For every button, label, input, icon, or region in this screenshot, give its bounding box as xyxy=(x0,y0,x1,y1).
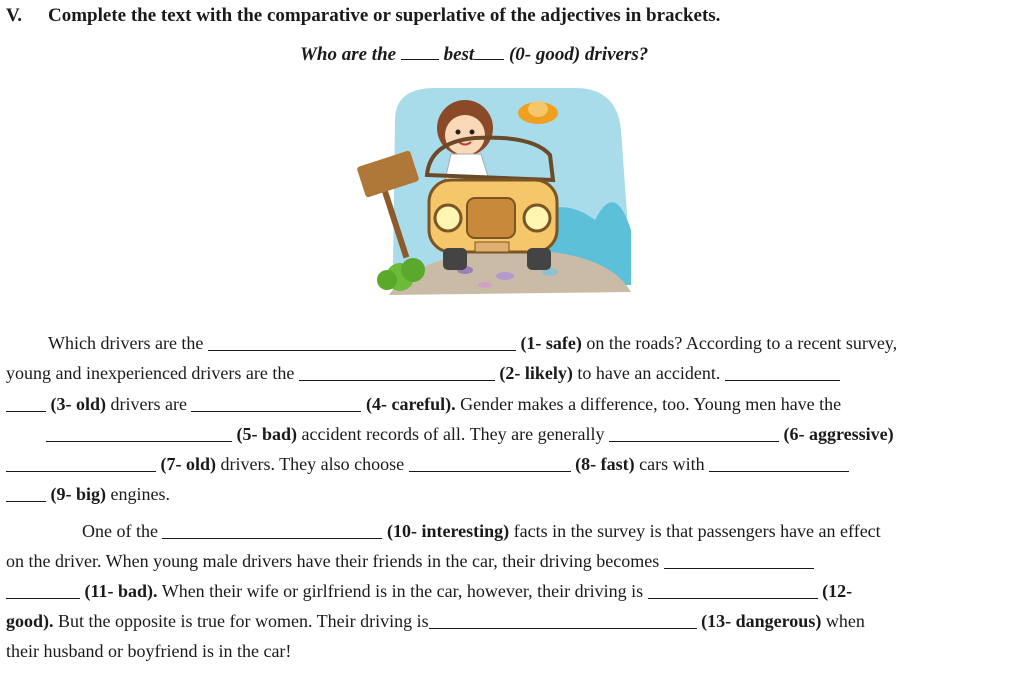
p1-line-1 xyxy=(6,331,984,355)
text: When their wife or girlfriend is in the car, however, their driving is xyxy=(161,581,644,601)
text: accident records of all. They are generally xyxy=(301,424,605,444)
blank-3b[interactable] xyxy=(6,395,46,412)
text: Gender makes a difference, too. Young men have the xyxy=(460,394,842,414)
p1-line-5 xyxy=(6,452,984,476)
blank-10[interactable] xyxy=(162,522,382,539)
p1-line-6 xyxy=(6,482,984,506)
headlight-right-icon xyxy=(524,205,550,231)
text: when xyxy=(825,611,865,631)
blank-1[interactable] xyxy=(208,334,516,351)
cue-12-end: good). xyxy=(6,611,54,631)
p2-line-2 xyxy=(6,549,984,573)
example-blank-1 xyxy=(401,44,439,60)
blank-6[interactable] xyxy=(609,425,779,442)
p2-line-1 xyxy=(6,519,984,543)
blank-11a[interactable] xyxy=(664,552,814,569)
example-pre: Who are the xyxy=(300,44,397,65)
text: drivers are xyxy=(110,394,187,414)
cue-1: (1- safe) xyxy=(520,333,582,353)
cue-9: (9- big) xyxy=(50,484,106,504)
cue-2: (2- likely) xyxy=(499,363,573,383)
exercise-instruction: Complete the text with the comparative or superlative of the adjectives in brackets. xyxy=(48,5,721,26)
example-sentence xyxy=(300,44,648,66)
wheel-right-icon xyxy=(527,248,551,270)
text: young and inexperienced drivers are the xyxy=(6,363,295,383)
p1-line-4 xyxy=(6,422,984,446)
text: cars with xyxy=(639,454,705,474)
car-driver-illustration-icon xyxy=(355,80,637,312)
p2-line-3 xyxy=(6,579,984,603)
blank-3a[interactable] xyxy=(725,364,840,381)
text: on the roads? According to a recent survey, xyxy=(586,333,898,353)
blank-12[interactable] xyxy=(648,582,818,599)
text: drivers. They also choose xyxy=(220,454,405,474)
cue-13: (13- dangerous) xyxy=(701,611,822,631)
text: Which drivers are the xyxy=(48,333,204,353)
example-answer: best xyxy=(443,44,475,65)
blank-2[interactable] xyxy=(299,364,495,381)
cue-5: (5- bad) xyxy=(236,424,298,444)
blank-5[interactable] xyxy=(46,425,232,442)
driver-face-icon xyxy=(445,115,485,155)
cue-11: (11- bad). xyxy=(84,581,158,601)
cue-7: (7- old) xyxy=(160,454,216,474)
cue-8: (8- fast) xyxy=(575,454,635,474)
text: their husband or boyfriend is in the car! xyxy=(6,641,292,661)
cue-3: (3- old) xyxy=(50,394,106,414)
cue-6: (6- aggressive) xyxy=(783,424,894,444)
p2-line-5 xyxy=(6,639,984,663)
blank-9b[interactable] xyxy=(6,485,46,502)
text: to have an accident. xyxy=(577,363,721,383)
example-cue: (0- good) drivers? xyxy=(508,44,649,65)
cue-12: (12- xyxy=(822,581,853,601)
p1-line-3 xyxy=(6,392,984,416)
blank-7[interactable] xyxy=(6,455,156,472)
blank-4[interactable] xyxy=(191,395,361,412)
text: facts in the survey is that passengers have an effect xyxy=(513,521,881,541)
blank-11b[interactable] xyxy=(6,582,80,599)
text: But the opposite is true for women. Their driving is xyxy=(58,611,429,631)
wheel-left-icon xyxy=(443,248,467,270)
p1-line-2 xyxy=(6,361,984,385)
text: engines. xyxy=(110,484,170,504)
cue-4: (4- careful). xyxy=(365,394,456,414)
example-blank-2 xyxy=(474,44,504,60)
exercise-heading xyxy=(6,5,720,27)
blank-8[interactable] xyxy=(409,455,571,472)
cue-10: (10- interesting) xyxy=(386,521,510,541)
headlight-left-icon xyxy=(435,205,461,231)
blank-9a[interactable] xyxy=(709,455,849,472)
exercise-number: V. xyxy=(6,5,23,26)
text: One of the xyxy=(82,521,158,541)
text: on the driver. When young male drivers have their friends in the car, their driving becomes xyxy=(6,551,660,571)
p2-line-4 xyxy=(6,609,984,633)
blank-13[interactable] xyxy=(429,612,697,629)
car-grille xyxy=(467,198,515,238)
